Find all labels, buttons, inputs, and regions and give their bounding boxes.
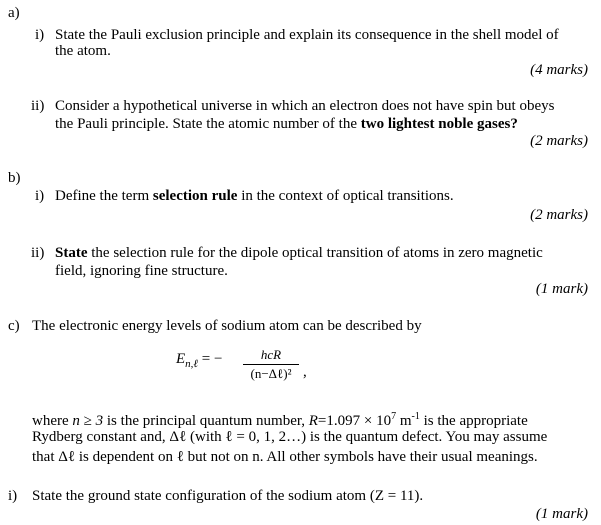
part-c-intro: The electronic energy levels of sodium atom can be described by [32, 318, 422, 334]
part-c-i-marks: (1 mark) [535, 506, 588, 522]
part-a-ii-number: ii) [31, 98, 45, 114]
part-c-i-text: State the ground state configuration of the sodium atom (Z = 11). [32, 488, 424, 504]
part-a-ii-line2: the Pauli principle. State the atomic number of the two lightest noble gases? [55, 116, 518, 132]
part-b-i-text: Define the term selection rule in the context of optical transitions. [55, 188, 454, 204]
part-b-i-marks: (2 marks) [530, 207, 588, 223]
part-a-ii-line1: Consider a hypothetical universe in which an electron does not have spin but obeys [55, 98, 555, 114]
part-a-i-marks: (4 marks) [530, 62, 588, 78]
part-c-where-line3: that Δℓ is dependent on ℓ but not on n. All other symbols have their usual meanings. [32, 449, 538, 465]
energy-equation-comma: , [303, 364, 307, 380]
part-a-i-line1: State the Pauli exclusion principle and explain its consequence in the shell model of [55, 27, 559, 43]
part-b-label: b) [8, 170, 21, 186]
part-c-i-number: i) [8, 488, 18, 504]
part-c-where-line2: Rydberg constant and, Δℓ (with ℓ = 0, 1, 2…) is the quantum defect. You may assume [32, 429, 548, 445]
part-b-ii-number: ii) [31, 245, 45, 261]
part-a-ii-marks: (2 marks) [530, 133, 588, 149]
part-c-where-line1: where n ≥ 3 is the principal quantum number, $R=1.097 \times 10^7$ $m^{-1}$ is the appropriate [32, 411, 528, 429]
part-b-i-number: i) [35, 188, 45, 204]
part-b-ii-line2: field, ignoring fine structure. [55, 263, 228, 279]
part-b-ii-marks: (1 mark) [535, 281, 588, 297]
energy-equation-numerator: hcR [260, 347, 282, 362]
part-b-ii-line1: State the selection rule for the dipole optical transition of atoms in zero magnetic [55, 245, 543, 261]
part-a-i-line2: the atom. [55, 43, 111, 59]
part-a-i-number: i) [35, 27, 45, 43]
energy-equation-lhs: $E_{n,\ell}$ = − [176, 351, 223, 370]
part-c-label: c) [8, 318, 20, 334]
part-a-label: a) [8, 5, 20, 21]
energy-equation-denominator: (n−Δℓ)² [250, 366, 292, 381]
fraction-bar [243, 364, 299, 365]
energy-equation-fraction [243, 347, 299, 382]
